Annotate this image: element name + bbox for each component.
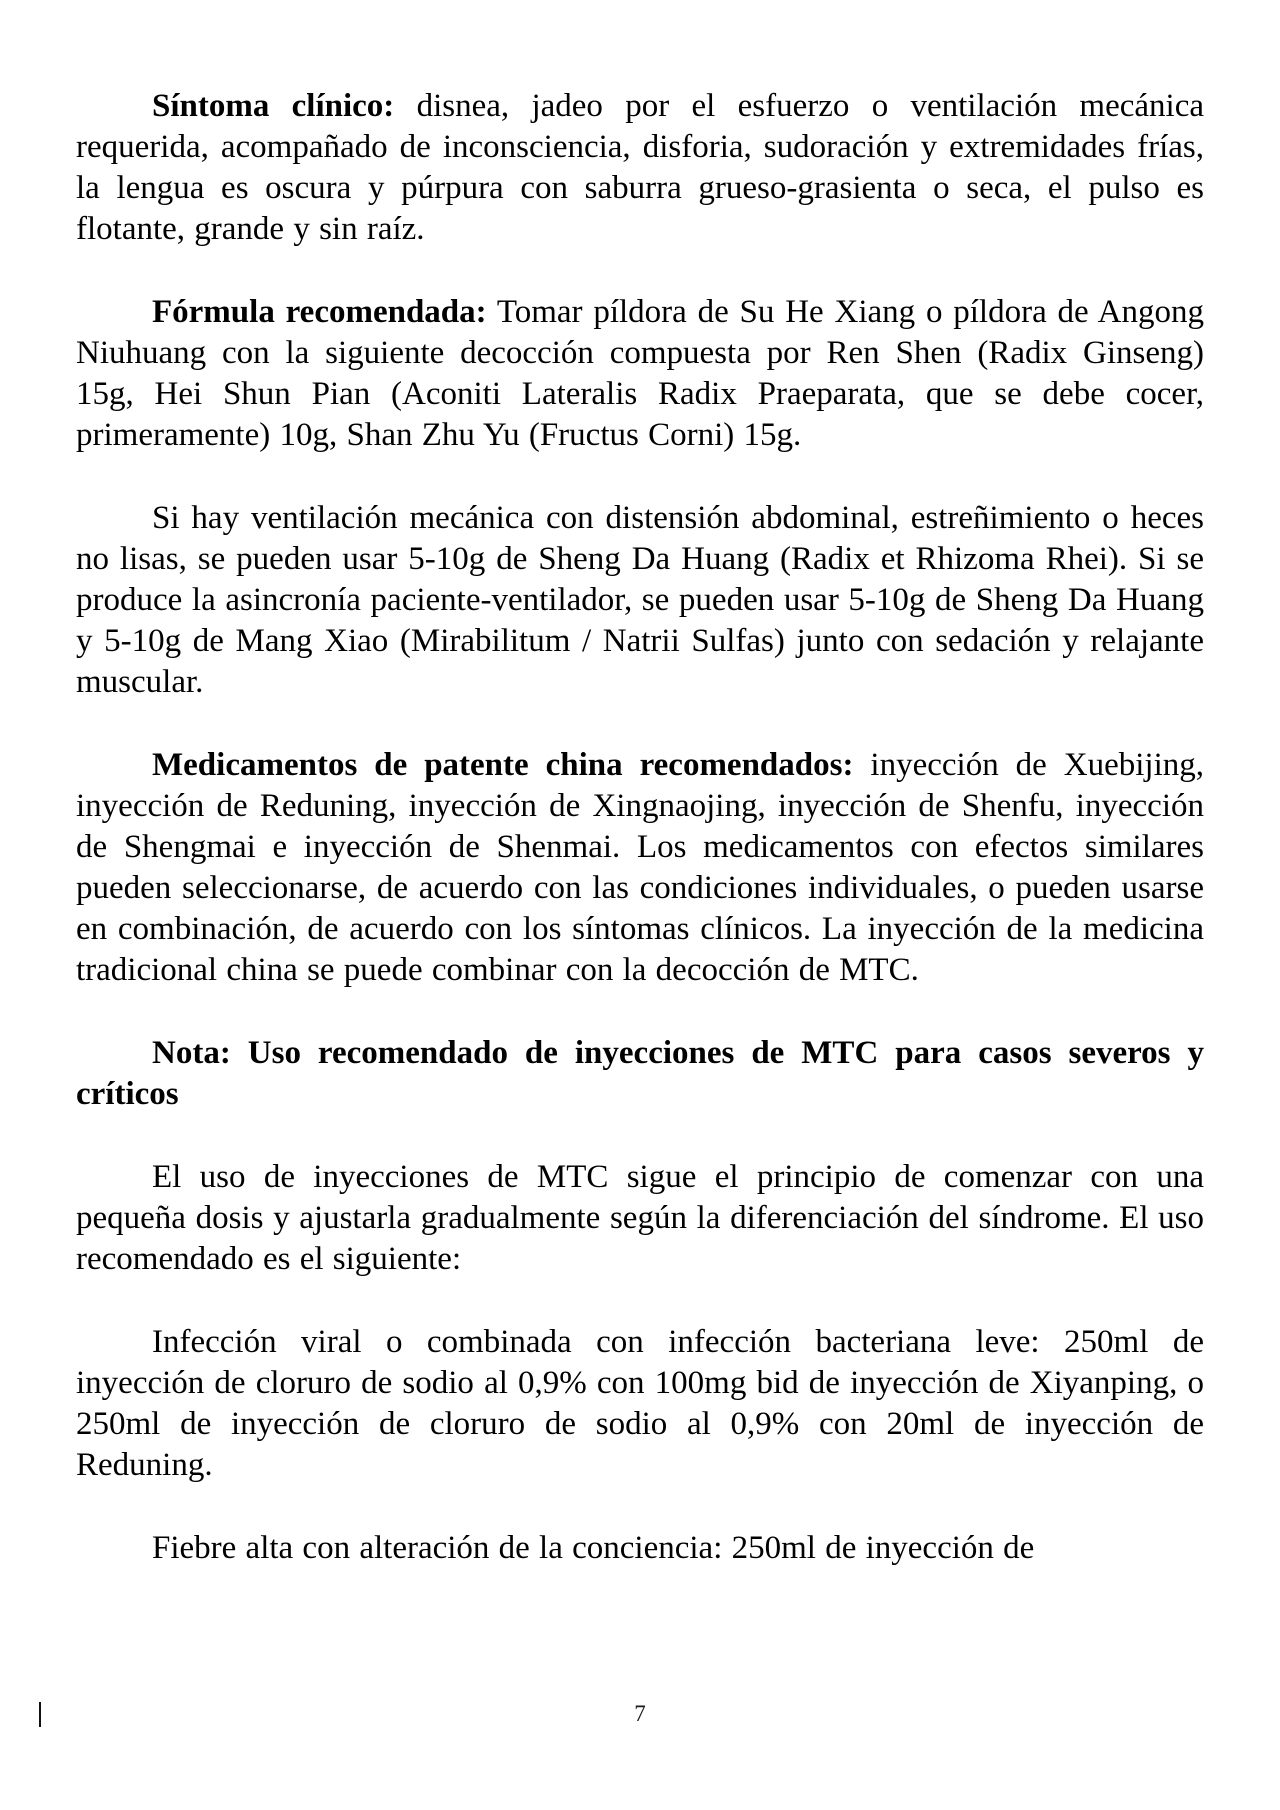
- paragraph-text: Si hay ventilación mecánica con distensión abdominal, estreñimiento o heces no lisas, se pueden usar 5-10g de Sheng Da Huang (Radix et Rhizoma Rhei). Si se produce la asincronía paciente-ventilador, se pueden usar 5-10g de Sheng Da Huang y 5-10g de Mang Xiao (Mirabilitum / Natrii Sulfas) junto con sedación y relajante muscular.: [76, 500, 1204, 700]
- paragraph-fiebre-alta: [76, 1528, 1204, 1569]
- paragraph-text: El uso de inyecciones de MTC sigue el principio de comenzar con una pequeña dosis y ajustarla gradualmente según la diferenciación del síndrome. El uso recomendado es el siguiente:: [76, 1159, 1204, 1277]
- heading-nota-uso-recomendado: [76, 1033, 1204, 1115]
- paragraph-text: inyección de Xuebijing, inyección de Reduning, inyección de Xingnaojing, inyección de Shenfu, inyección de Shengmai e inyección de Shenmai. Los medicamentos con efectos similares pueden seleccionarse, de acuerdo con las condiciones individuales, o pueden usarse en combinación, de acuerdo con los síntomas clínicos. La inyección de la medicina tradicional china se puede combinar con la decocción de MTC.: [76, 747, 1204, 988]
- paragraph-text: Fiebre alta con alteración de la conciencia: 250ml de inyección de: [152, 1530, 1035, 1566]
- paragraph-text: disnea, jadeo por el esfuerzo o ventilación mecánica requerida, acompañado de inconsciencia, disforia, sudoración y extremidades frías, la lengua es oscura y púrpura con saburra grueso-grasienta o seca, el pulso es flotante, grande y sin raíz.: [76, 88, 1204, 247]
- paragraph-infeccion-viral: [76, 1322, 1204, 1486]
- paragraph-lead: Fórmula recomendada:: [152, 294, 487, 330]
- page-number: 7: [634, 1701, 646, 1726]
- paragraph-text: Infección viral o combinada con infección bacteriana leve: 250ml de inyección de cloruro de sodio al 0,9% con 100mg bid de inyección de Xiyanping, o 250ml de inyección de cloruro de sodio al 0,9% con 20ml de inyección de Reduning.: [76, 1324, 1204, 1483]
- paragraph-medicamentos-patente: [76, 745, 1204, 991]
- paragraph-lead: Síntoma clínico:: [152, 88, 395, 124]
- paragraph-sintoma-clinico: [76, 86, 1204, 250]
- paragraph-lead: Medicamentos de patente china recomendados:: [152, 747, 854, 783]
- paragraph-ventilacion-mecanica: [76, 498, 1204, 703]
- paragraph-text: Tomar píldora de Su He Xiang o píldora de Angong Niuhuang con la siguiente decocción compuesta por Ren Shen (Radix Ginseng) 15g, Hei Shun Pian (Aconiti Lateralis Radix Praeparata, que se debe cocer, primeramente) 10g, Shan Zhu Yu (Fructus Corni) 15g.: [76, 294, 1204, 453]
- text-block: [76, 86, 1204, 1569]
- heading-text: Nota: Uso recomendado de inyecciones de MTC para casos severos y críticos: [76, 1035, 1204, 1112]
- paragraph-uso-inyecciones: [76, 1157, 1204, 1280]
- paragraph-formula-recomendada: [76, 292, 1204, 456]
